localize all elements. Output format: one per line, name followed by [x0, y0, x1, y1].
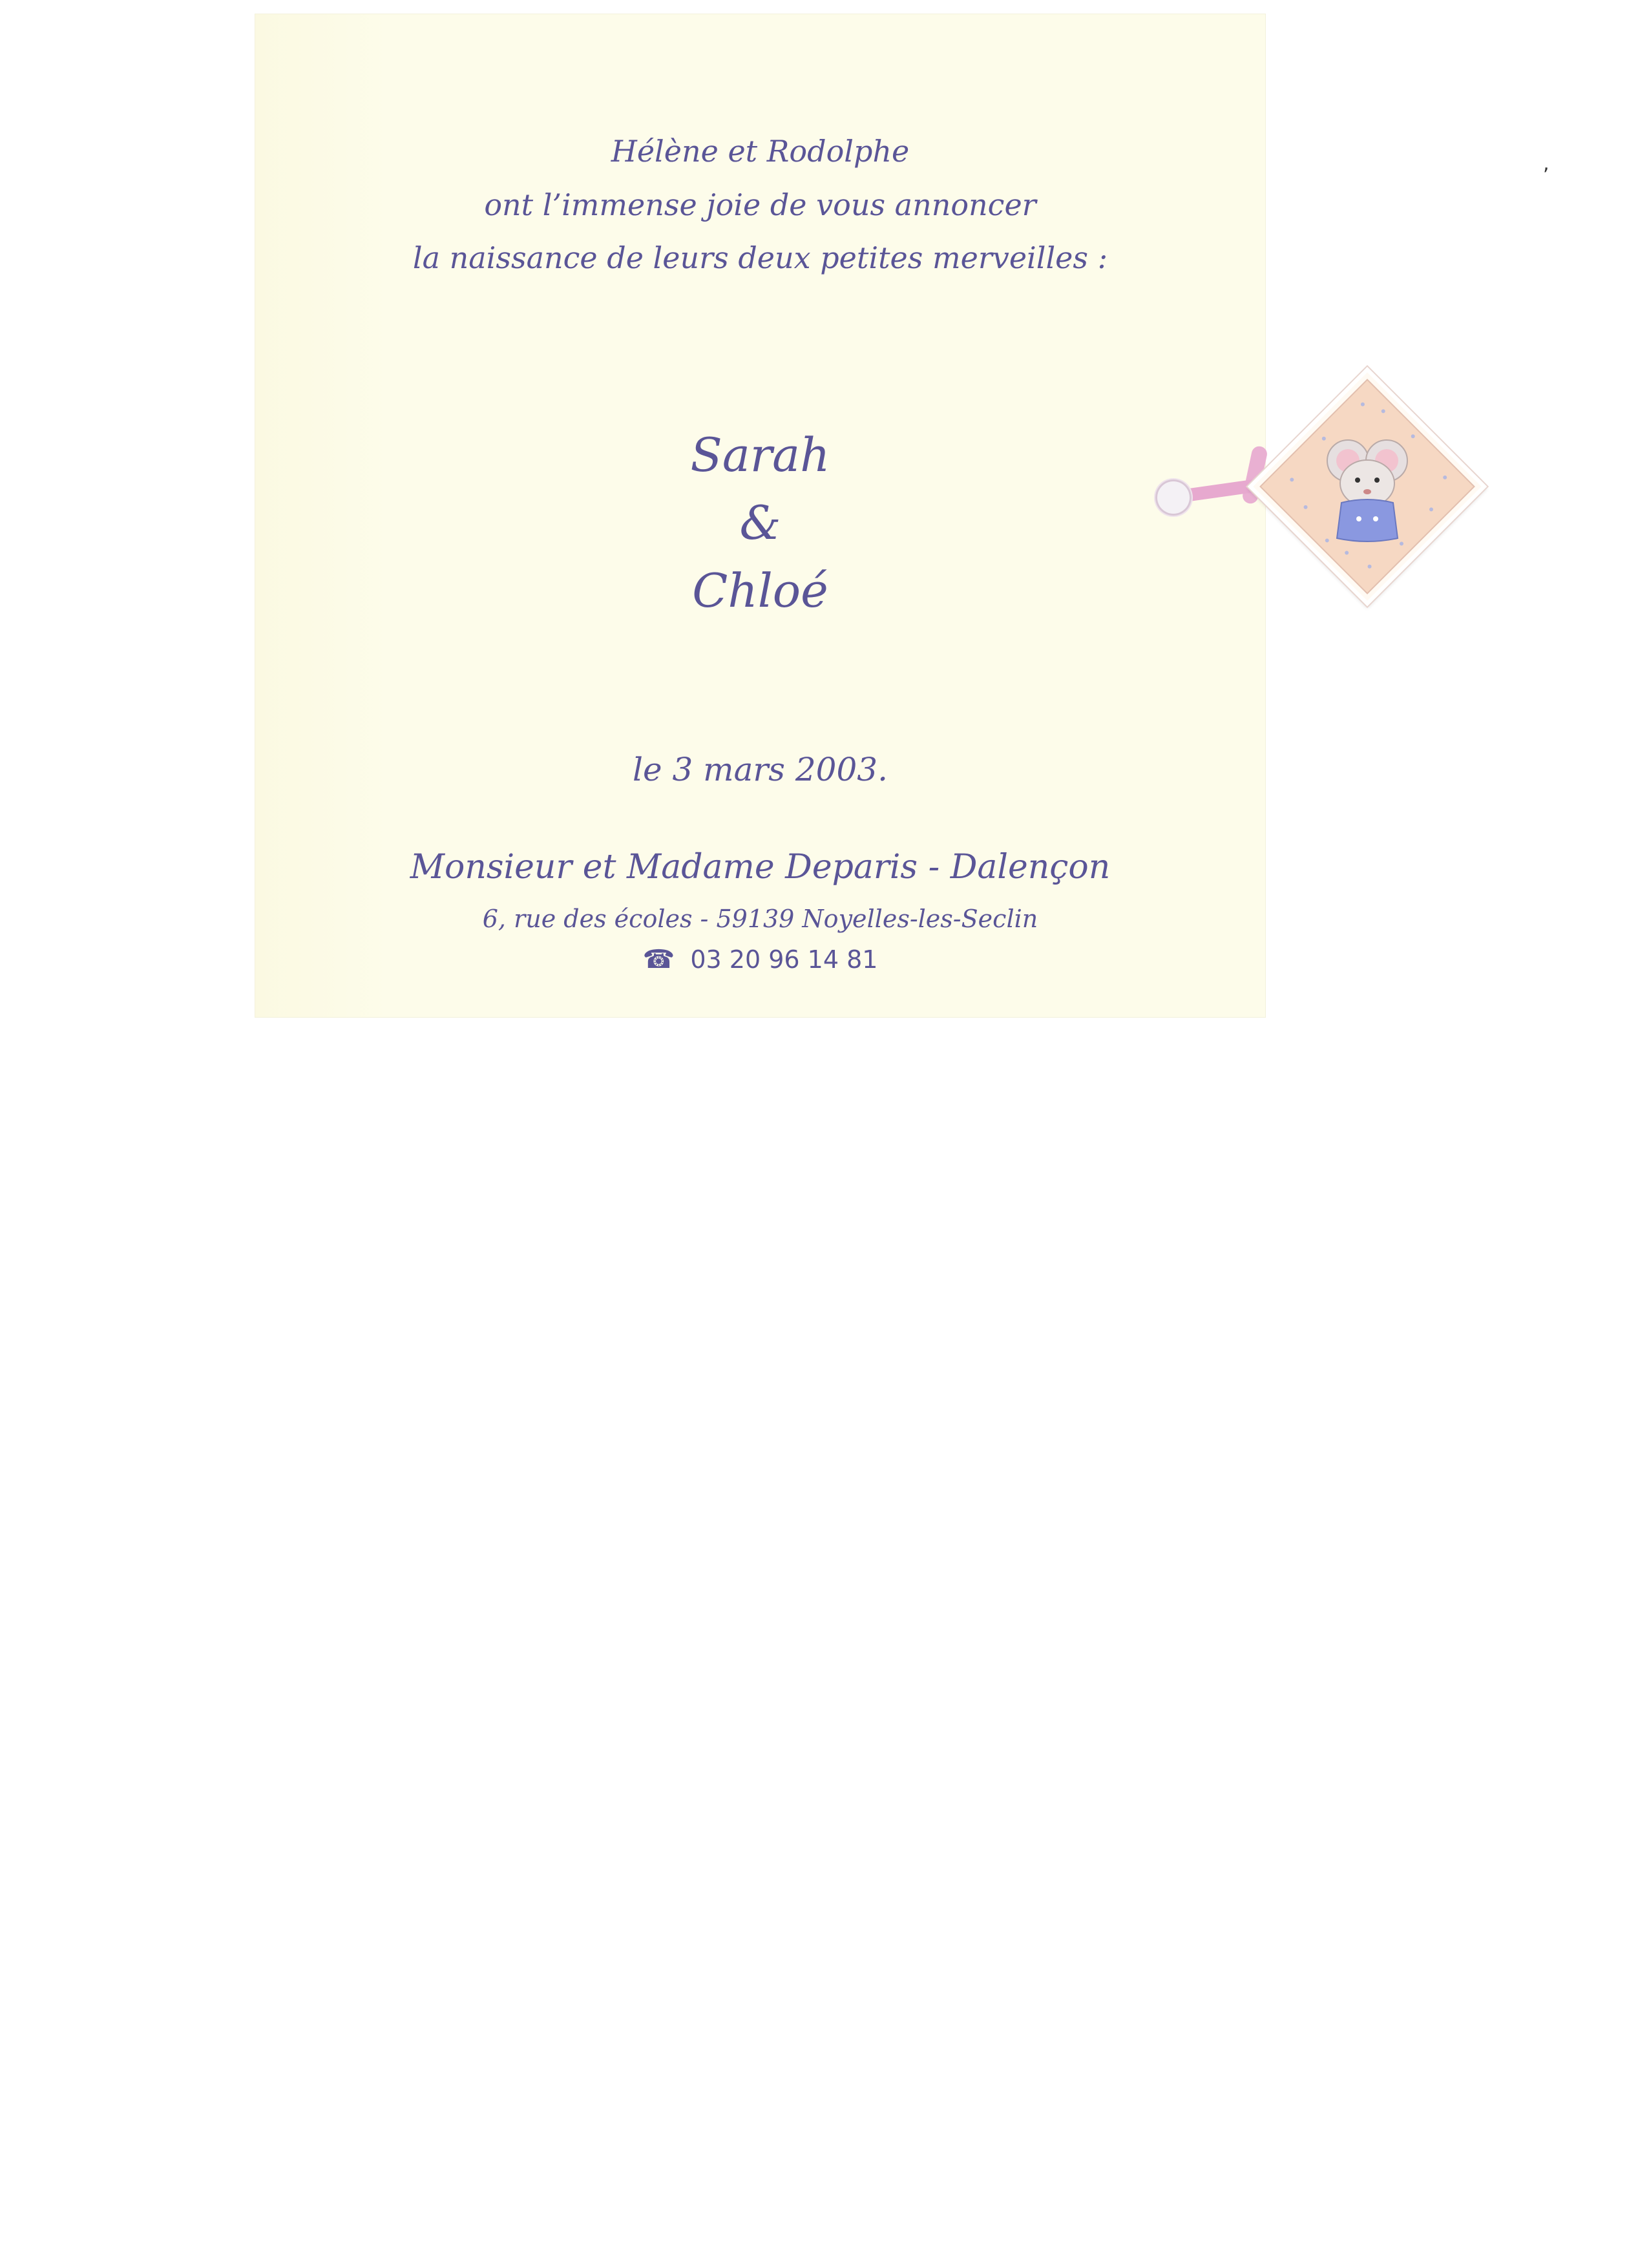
intro-line-announce: ont l’immense joie de vous annoncer [484, 187, 1036, 222]
intro-line-parents: Hélène et Rodolphe [611, 134, 910, 169]
postal-address: 6, rue des écoles - 59139 Noyelles-les-Seclin [482, 905, 1038, 933]
hanging-gift-tag [1248, 367, 1487, 607]
baby-name-chloe: Chloé [692, 563, 828, 618]
phone-line [255, 945, 1265, 974]
birth-date: le 3 mars 2003. [633, 751, 888, 788]
birth-announcement-card [255, 14, 1265, 1017]
ampersand: & [739, 496, 781, 550]
intro-line-birth: la naissance de leurs deux petites merveilles : [412, 240, 1108, 275]
scan-speck: , [1543, 152, 1549, 175]
baby-name-sarah: Sarah [690, 428, 830, 482]
family-name: Monsieur et Madame Deparis - Dalençon [410, 848, 1111, 887]
card-punch-hole [1155, 479, 1192, 516]
phone-number: 03 20 96 14 81 [690, 945, 878, 974]
telephone-icon: ☎ [642, 945, 675, 974]
baby-mouse-icon [1253, 372, 1482, 601]
